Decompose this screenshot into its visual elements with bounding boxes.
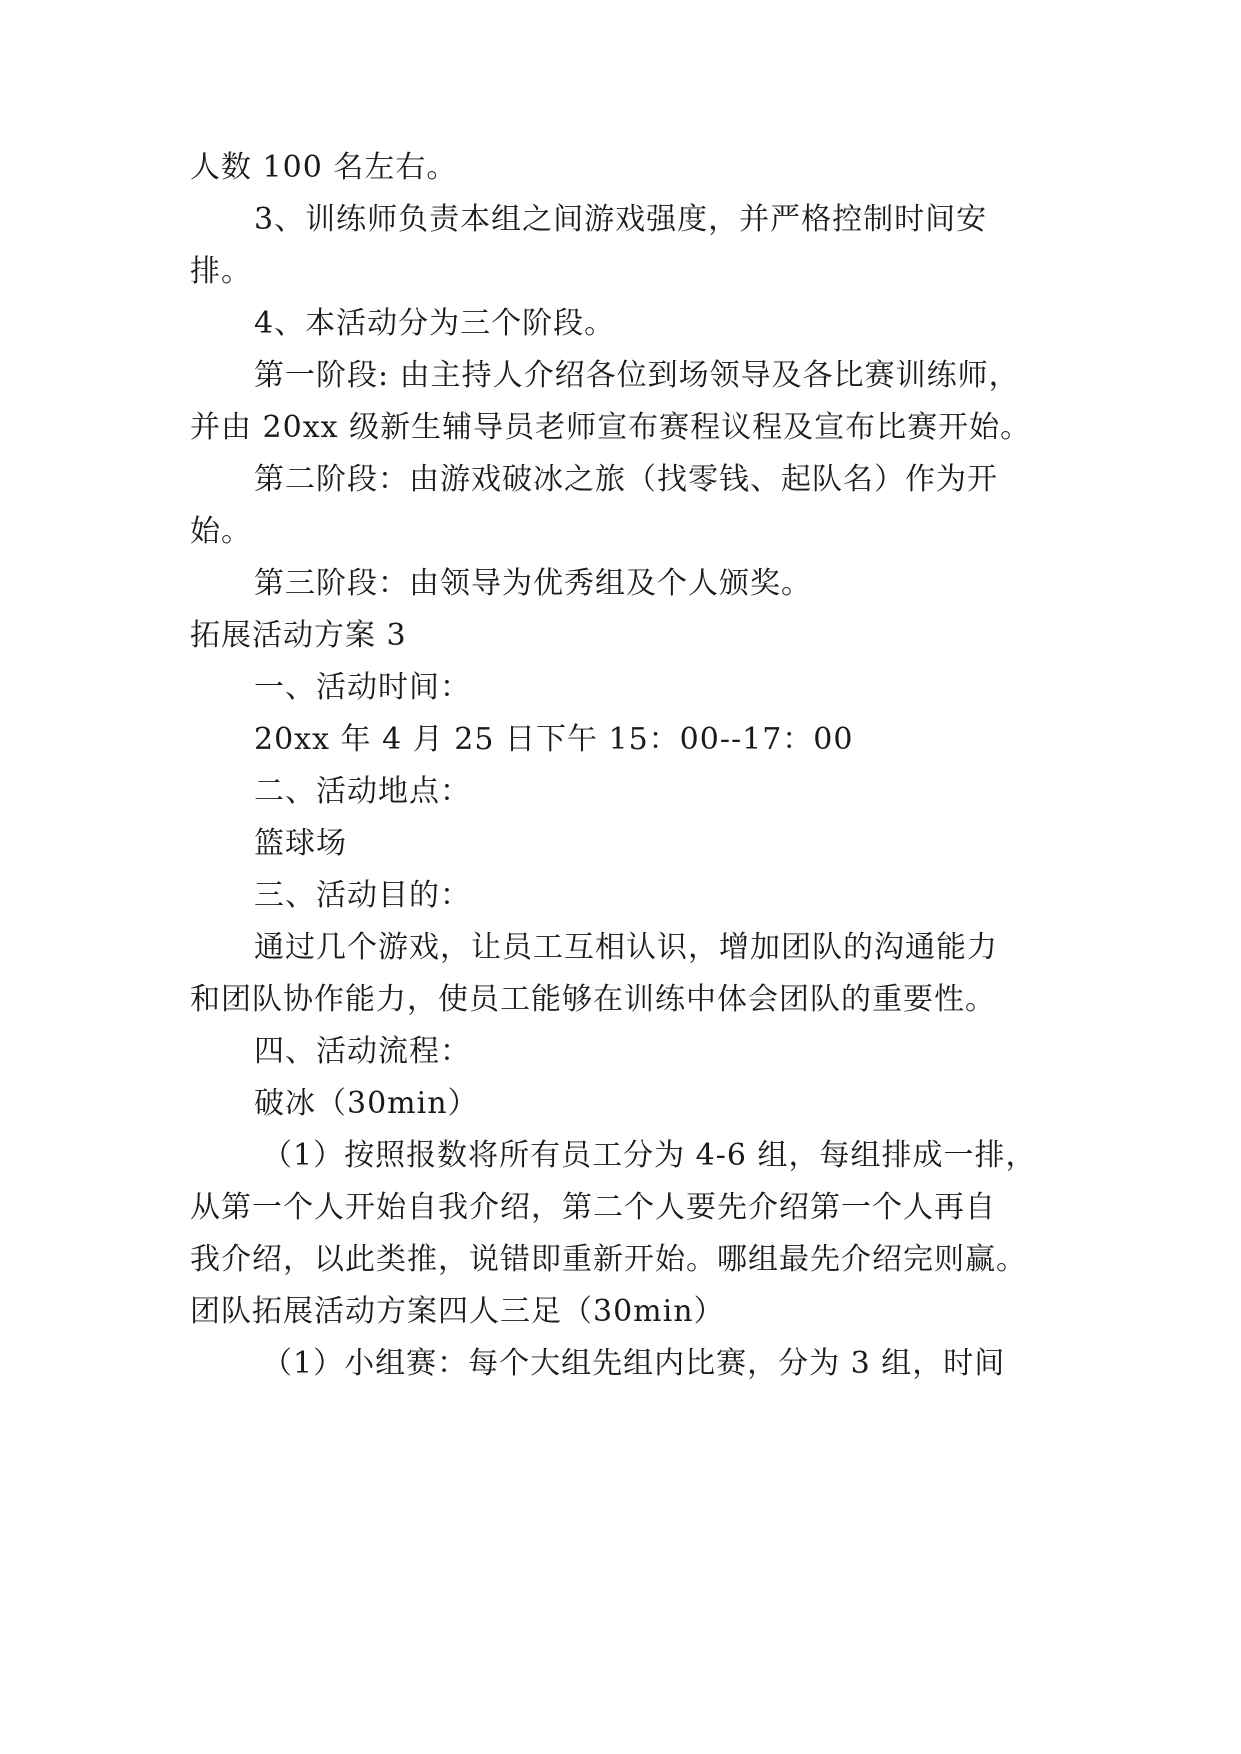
subheading: 一、活动时间：: [254, 670, 471, 705]
paragraph-line: 我介绍，以此类推，说错即重新开始。哪组最先介绍完则赢。: [190, 1242, 1027, 1277]
paragraph-line: （1）按照报数将所有员工分为 4-6 组，每组排成一排，: [262, 1138, 1037, 1173]
paragraph-line: 排。: [190, 254, 252, 289]
section-heading: 拓展活动方案 3: [190, 618, 407, 653]
subheading: 四、活动流程：: [254, 1034, 471, 1069]
paragraph-line: 始。: [190, 514, 252, 549]
section-heading: 团队拓展活动方案四人三足（30min）: [190, 1294, 725, 1329]
paragraph-line: 从第一个人开始自我介绍，第二个人要先介绍第一个人再自: [190, 1190, 996, 1225]
paragraph-line: 破冰（30min）: [254, 1086, 479, 1121]
subheading: 二、活动地点：: [254, 774, 471, 809]
paragraph-line: 并由 20xx 级新生辅导员老师宣布赛程议程及宣布比赛开始。: [190, 410, 1032, 445]
paragraph-line: 第三阶段：由领导为优秀组及个人颁奖。: [254, 566, 812, 601]
paragraph-line: 和团队协作能力，使员工能够在训练中体会团队的重要性。: [190, 982, 996, 1017]
paragraph-line: 3、训练师负责本组之间游戏强度，并严格控制时间安: [254, 202, 988, 237]
paragraph-line: 通过几个游戏，让员工互相认识，增加团队的沟通能力: [254, 930, 998, 965]
paragraph-line: 4、本活动分为三个阶段。: [254, 306, 616, 341]
paragraph-line: 篮球场: [254, 826, 347, 861]
paragraph-line: 第一阶段: 由主持人介绍各位到场领导及各比赛训练师，: [254, 358, 1020, 393]
paragraph-line: （1）小组赛：每个大组先组内比赛，分为 3 组，时间: [262, 1346, 1006, 1381]
paragraph-line: 20xx 年 4 月 25 日下午 15：00--17：00: [254, 722, 854, 757]
subheading: 三、活动目的：: [254, 878, 471, 913]
paragraph-line: 第二阶段：由游戏破冰之旅（找零钱、起队名）作为开: [254, 462, 998, 497]
paragraph-line: 人数 100 名左右。: [190, 150, 458, 185]
